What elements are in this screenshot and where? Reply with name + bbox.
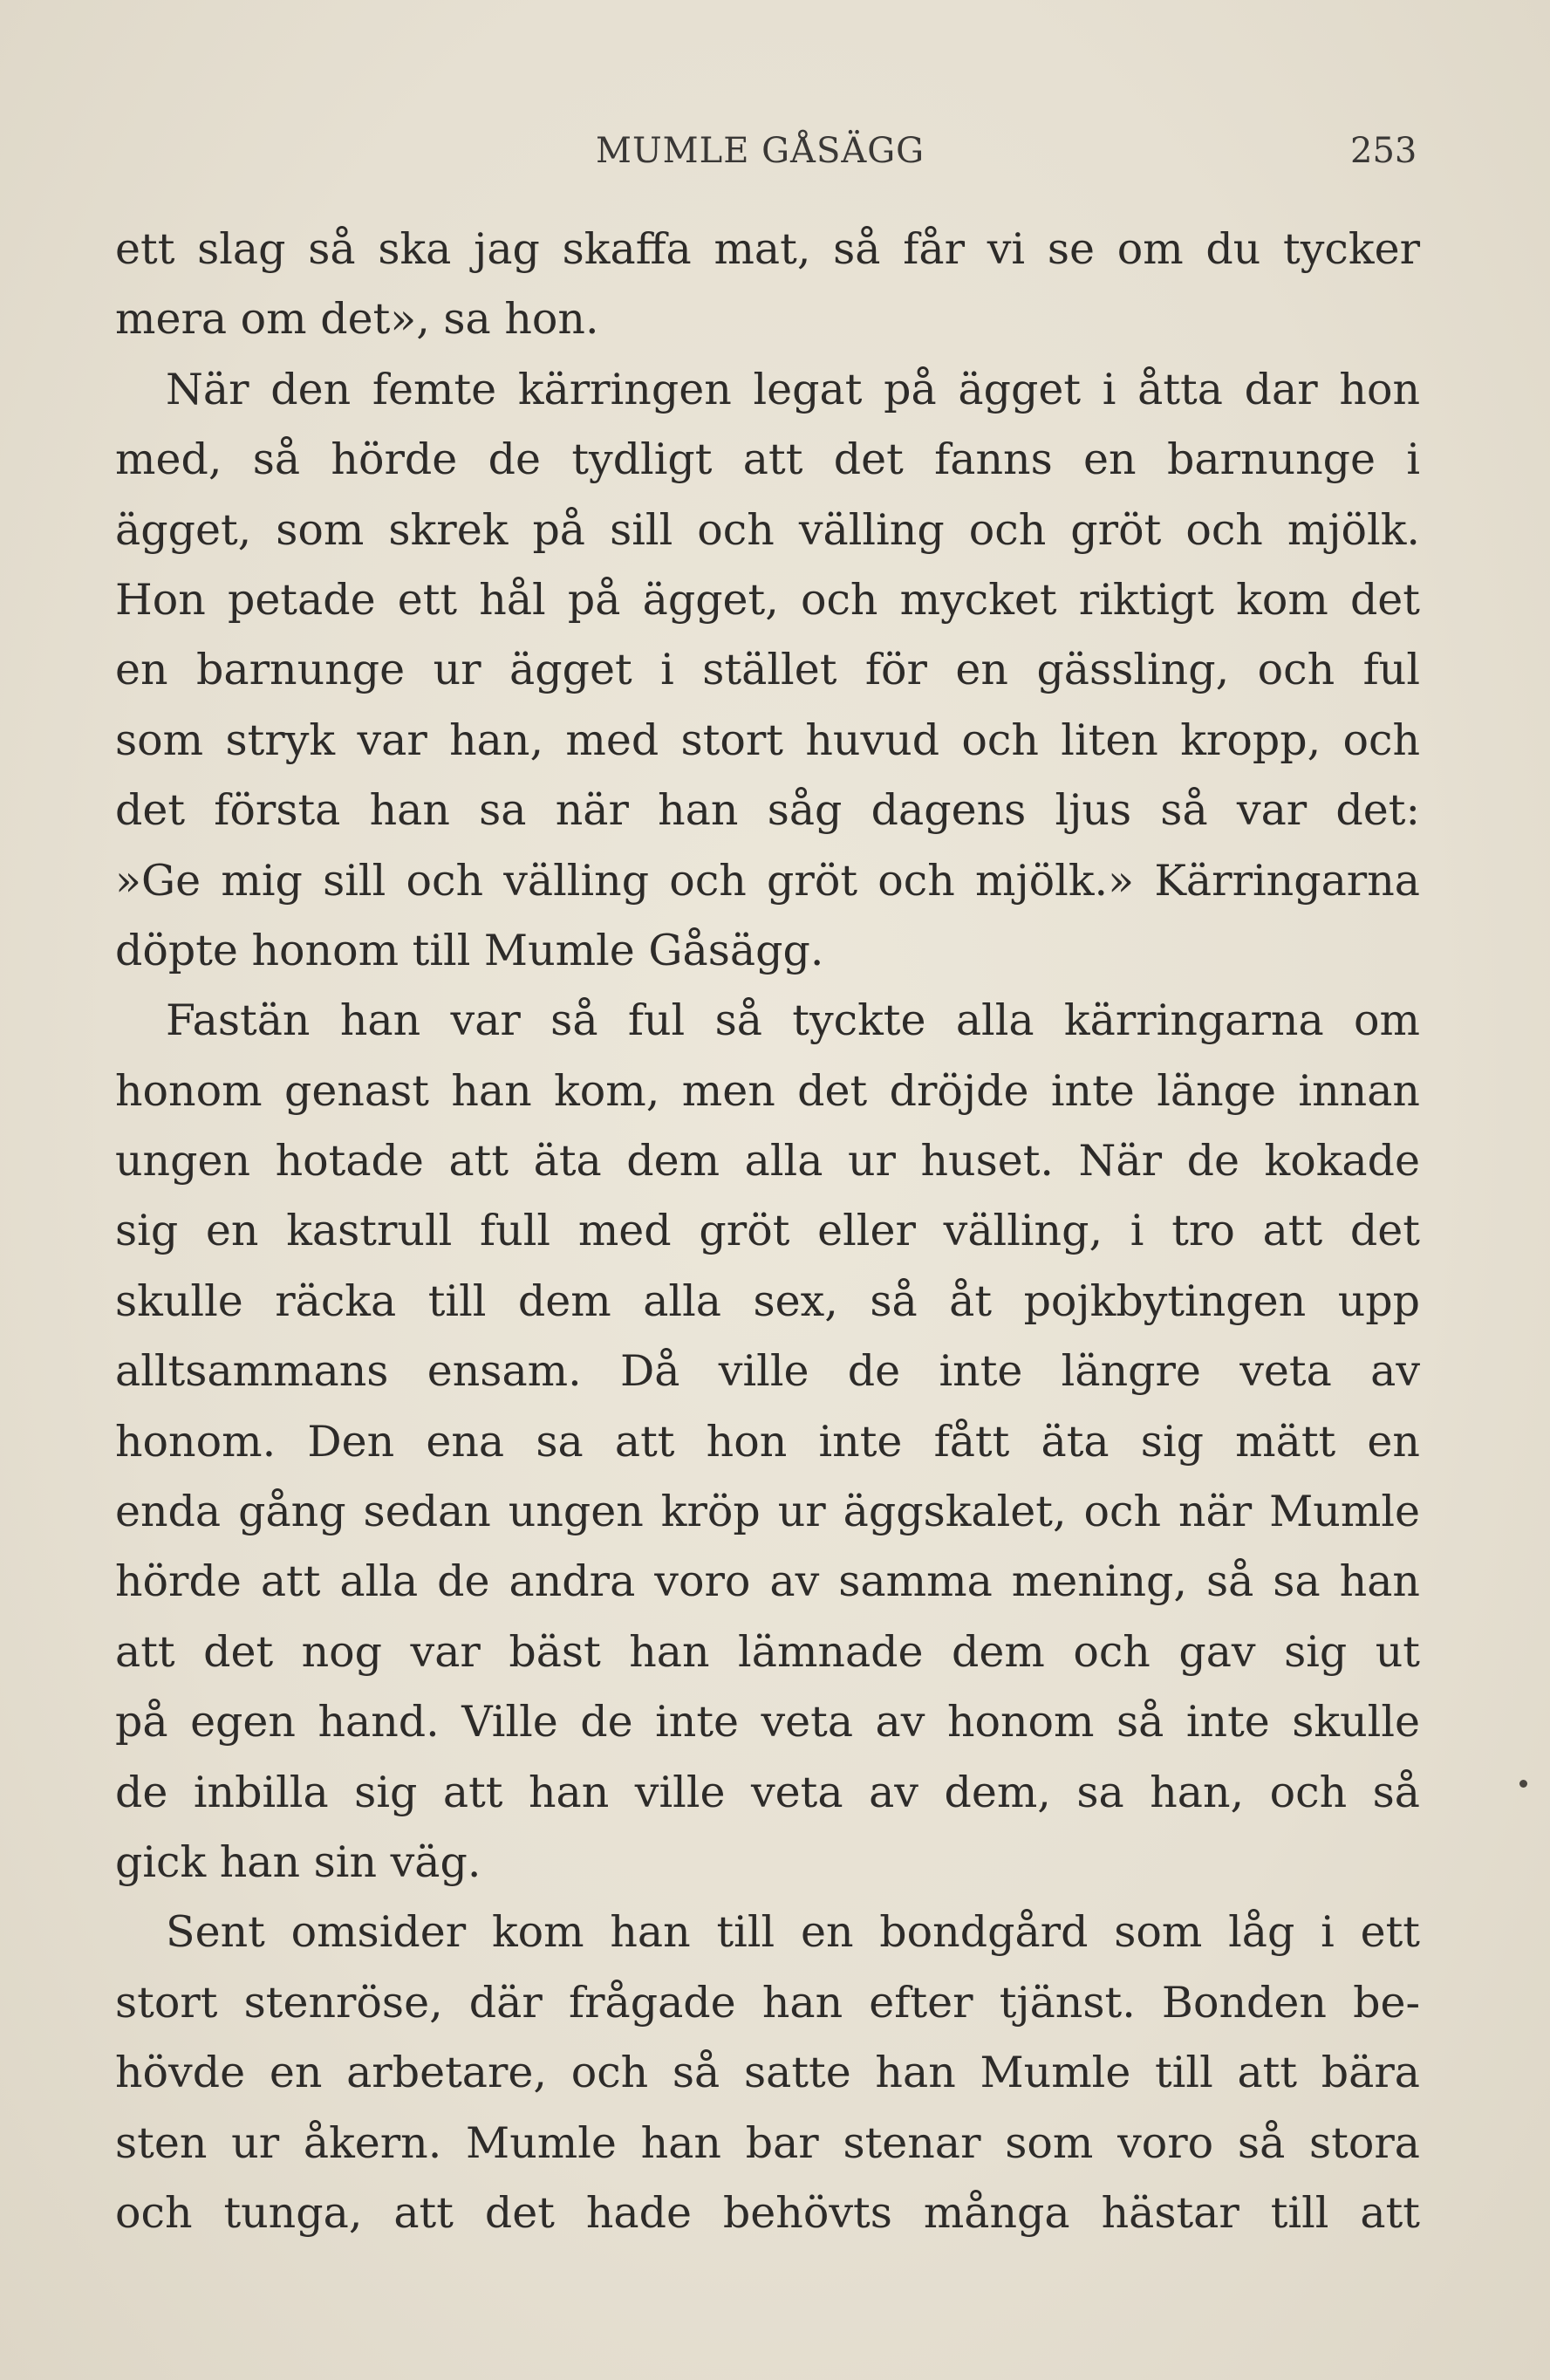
text-line: det första han sa när han såg dagens ljus så var det: (115, 785, 1420, 836)
text-line: och tunga, att det hade behövts många hästar till att (115, 2187, 1420, 2238)
text-line: stort stenröse, där frågade han efter tjänst. Bonden be- (115, 1977, 1420, 2028)
page-number: 253 (1350, 131, 1417, 171)
text-line: som stryk var han, med stort huvud och liten kropp, och (115, 715, 1420, 765)
text-line: ägget, som skrek på sill och välling och gröt och mjölk. (115, 504, 1420, 555)
text-line: hövde en arbetare, och så satte han Mumle till att bära (115, 2048, 1420, 2098)
text-line: Hon petade ett hål på ägget, och mycket riktigt kom det (115, 574, 1420, 625)
text-line: gick han sin väg. (115, 1836, 481, 1887)
text-line: Fastän han var så ful så tyckte alla kärringarna om (166, 995, 1420, 1046)
text-line: ungen hotade att äta dem alla ur huset. När de kokade (115, 1136, 1420, 1187)
text-line: honom genast han kom, men det dröjde inte länge innan (115, 1065, 1420, 1116)
text-line: mera om det», sa hon. (115, 294, 599, 345)
text-line: »Ge mig sill och välling och gröt och mjölk.» Kärringarna (115, 855, 1420, 906)
text-line: ett slag så ska jag skaffa mat, så får vi se om du tycker (115, 224, 1420, 274)
text-line: sig en kastrull full med gröt eller välling, i tro att det (115, 1206, 1420, 1256)
text-line: hörde att alla de andra voro av samma mening, så sa han (115, 1556, 1420, 1607)
text-line: Sent omsider kom han till en bondgård som låg i ett (166, 1907, 1420, 1958)
text-line: en barnunge ur ägget i stället för en gässling, och ful (115, 645, 1420, 695)
ink-speck (1519, 1780, 1527, 1788)
text-line: att det nog var bäst han lämnade dem och gav sig ut (115, 1626, 1420, 1677)
text-line: honom. Den ena sa att hon inte fått äta sig mätt en (115, 1416, 1420, 1467)
body-text (115, 215, 1420, 2248)
text-line: döpte honom till Mumle Gåsägg. (115, 925, 824, 975)
text-line: med, så hörde de tydligt att det fanns en barnunge i (115, 434, 1420, 485)
text-line: alltsammans ensam. Då ville de inte längre veta av (115, 1346, 1420, 1397)
text-line: enda gång sedan ungen kröp ur äggskalet, och när Mumle (115, 1487, 1420, 1537)
running-header (0, 131, 1550, 183)
running-title: MUMLE GÅSÄGG (596, 131, 925, 171)
text-line: När den femte kärringen legat på ägget i åtta dar hon (166, 364, 1420, 414)
text-line: på egen hand. Ville de inte veta av honom så inte skulle (115, 1697, 1420, 1747)
text-line: sten ur åkern. Mumle han bar stenar som voro så stora (115, 2117, 1420, 2168)
text-line: skulle räcka till dem alla sex, så åt pojkbytingen upp (115, 1275, 1420, 1326)
text-line: de inbilla sig att han ville veta av dem, sa han, och så (115, 1767, 1420, 1817)
